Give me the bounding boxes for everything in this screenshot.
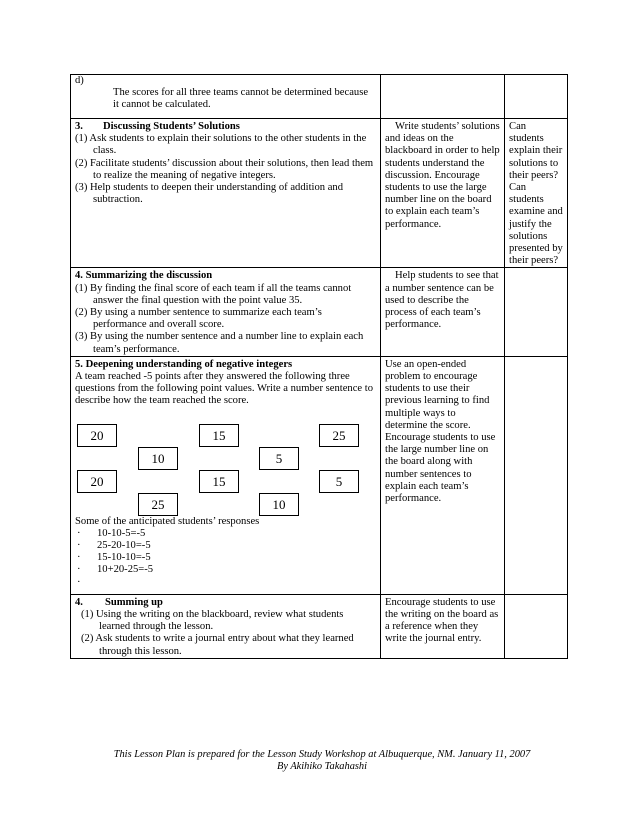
- support-cell: [381, 356, 505, 594]
- list-item: (3) Help students to deepen their understanding of addition and subtraction.: [75, 182, 344, 206]
- point-box: 5: [319, 470, 359, 493]
- support-text: Encourage students to use the writing on the board as a reference when they write the journal entry.: [385, 596, 499, 645]
- support-cell: [381, 268, 505, 356]
- point-box: 5: [259, 447, 299, 470]
- answer-text: The scores for all three teams cannot be determined because it cannot be calculated.: [113, 87, 369, 111]
- list-item: (2) By using a number sentence to summarize each team’s performance and overall score.: [75, 307, 322, 331]
- responses-title: Some of the anticipated students’ responses: [75, 515, 260, 527]
- activity-cell: [71, 119, 381, 268]
- activity-cell: [71, 594, 381, 658]
- activity-cell: 5. Deepening understanding of negative integers A team reached -5 points after they answered the following three questions from the following point values. Write a number sentence to describe how the team reached the score. 20 15 25 10 5 20 15 5 25 10 Some of the anticipated students’ responses · 10-10-5=-5 · 25-20-10=-5 · 15-10-10=-5 · 10+20-25=-5 ·: [71, 356, 381, 594]
- section-title: 4. Summing up: [75, 596, 163, 608]
- point-box: 15: [199, 424, 239, 447]
- support-cell: [381, 75, 505, 119]
- evaluation-text: Can students explain their solutions to their peers? Can students examine and justify the solutions presented by their peers?: [509, 121, 563, 267]
- support-text: Write students’ solutions and ideas on the blackboard in order to help students understand the discussion. Encourage students to use the large number line on the board to explain each team’s performance.: [385, 121, 500, 230]
- activity-cell: [71, 268, 381, 356]
- point-box: 25: [138, 493, 178, 516]
- evaluation-cell: [505, 268, 568, 356]
- support-text: Use an open-ended problem to encourage students to use their previous learning to find multiple ways to determine the score. Encourage students to use the large number line on the board along with number sentences to explain each team’s performance.: [385, 358, 496, 505]
- list-item: · 15-10-10=-5: [77, 552, 151, 564]
- table-row: [71, 268, 568, 356]
- evaluation-cell: [505, 356, 568, 594]
- point-box: 10: [259, 493, 299, 516]
- support-cell: [381, 594, 505, 658]
- point-value-boxes: [75, 424, 376, 516]
- list-item: · 10-10-5=-5: [77, 527, 146, 539]
- section-title: 5. Deepening understanding of negative integers: [75, 358, 293, 370]
- point-box: 20: [77, 470, 117, 493]
- support-cell: [381, 119, 505, 268]
- evaluation-cell: [505, 75, 568, 119]
- list-item: (2) Ask students to write a journal entry about what they learned through this lesson.: [81, 633, 354, 657]
- list-item: (1) By finding the final score of each team if all the teams cannot answer the final question with the point value 35.: [75, 282, 352, 306]
- section-title: 3. Discussing Students’ Solutions: [75, 121, 240, 132]
- footer-line: This Lesson Plan is prepared for the Lesson Study Workshop at Albuquerque, NM. January 11, 2007: [113, 749, 531, 760]
- page-footer: [0, 749, 644, 773]
- list-item: (1) Ask students to explain their solutions to the other students in the class.: [75, 133, 367, 157]
- support-text: Help students to see that a number sentence can be used to describe the process of each team’s performance.: [385, 270, 499, 331]
- point-box: 20: [77, 424, 117, 447]
- evaluation-cell: [505, 594, 568, 658]
- list-item: (3) By using the number sentence and a number line to explain each team’s performance.: [75, 331, 364, 355]
- point-box: 15: [199, 470, 239, 493]
- lesson-plan-table: [70, 74, 568, 659]
- table-row: [71, 119, 568, 268]
- point-box: 10: [138, 447, 178, 470]
- activity-cell: [71, 75, 381, 119]
- section-title: 4. Summarizing the discussion: [75, 270, 213, 282]
- table-row: [71, 594, 568, 658]
- evaluation-cell: [505, 119, 568, 268]
- list-item: · 10+20-25=-5: [77, 564, 154, 576]
- item-label: d): [75, 75, 84, 86]
- table-row: [71, 75, 568, 119]
- table-row: [71, 356, 568, 594]
- list-item: · 25-20-10=-5: [77, 540, 151, 552]
- list-item: (1) Using the writing on the blackboard, review what students learned through the lesson.: [81, 609, 344, 633]
- footer-author: By Akihiko Takahashi: [276, 761, 368, 772]
- list-item: (2) Facilitate students’ discussion about their solutions, then lead them to realize the meaning of negative integers.: [75, 157, 374, 181]
- problem-text: A team reached -5 points after they answered the following three questions from the following point values. Write a number sentence to describe how the team reached the score.: [75, 371, 373, 407]
- point-box: 25: [319, 424, 359, 447]
